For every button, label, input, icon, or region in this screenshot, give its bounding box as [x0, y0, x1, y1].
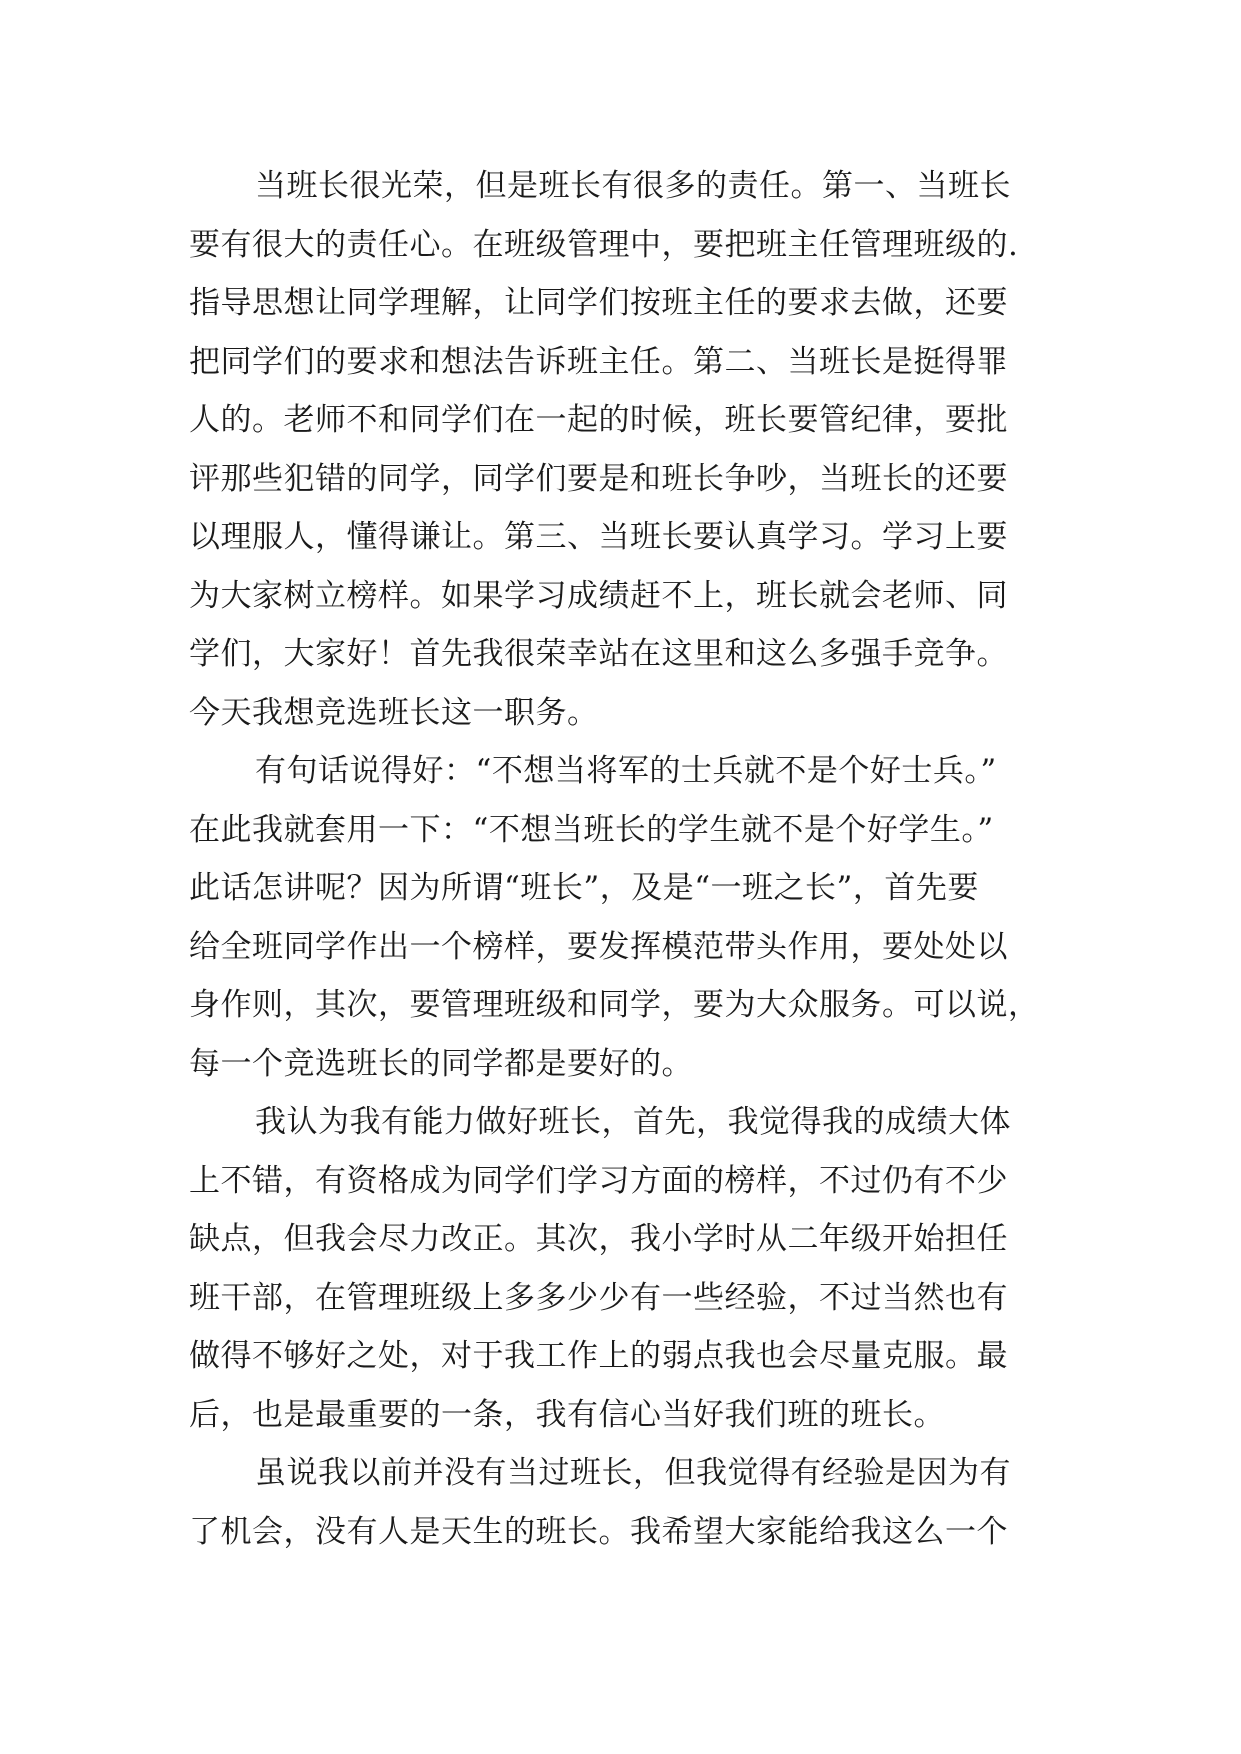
text-line: 我认为我有能力做好班长，首先，我觉得我的成绩大体	[255, 1104, 1011, 1140]
text-line: 每一个竞选班长的同学都是要好的。	[189, 1045, 693, 1082]
text-line: 班干部，在管理班级上多多少少有一些经验，不过当然也有	[189, 1279, 1008, 1316]
text-line: 以理服人，懂得谦让。第三、当班长要认真学习。学习上要	[189, 519, 1008, 555]
text-line: 学们，大家好！首先我很荣幸站在这里和这么多强手竞争。	[189, 636, 1008, 672]
text-line: 人的。老师不和同学们在一起的时候，班长要管纪律，要批	[189, 402, 1008, 438]
text-line: 做得不够好之处，对于我工作上的弱点我也会尽量克服。最	[189, 1338, 1008, 1374]
text-line: 把同学们的要求和想法告诉班主任。第二、当班长是挺得罪	[189, 343, 1008, 380]
text-line: 今天我想竞选班长这一职务。	[189, 694, 599, 731]
text-line: 当班长很光荣，但是班长有很多的责任。第一、当班长	[255, 168, 1011, 204]
text-line: 虽说我以前并没有当过班长，但我觉得有经验是因为有	[255, 1455, 1011, 1491]
text-line: 身作则，其次，要管理班级和同学，要为大众服务。可以说，	[189, 987, 1040, 1023]
text-line: 指导思想让同学理解，让同学们按班主任的要求去做，还要	[189, 285, 1008, 321]
text-line: 此话怎讲呢？因为所谓“班长”，及是“一班之长”，首先要	[189, 870, 979, 906]
text-line: 后，也是最重要的一条，我有信心当好我们班的班长。	[189, 1396, 945, 1433]
text-line: 在此我就套用一下：“不想当班长的学生就不是个好学生。”	[189, 811, 994, 848]
text-line: 为大家树立榜样。如果学习成绩赶不上，班长就会老师、同	[189, 577, 1008, 614]
text-line: 评那些犯错的同学，同学们要是和班长争吵，当班长的还要	[189, 460, 1008, 497]
text-line: 上不错，有资格成为同学们学习方面的榜样，不过仍有不少	[189, 1162, 1008, 1199]
text-line: 要有很大的责任心。在班级管理中，要把班主任管理班级的.	[189, 226, 1019, 263]
body-text	[189, 157, 1069, 1561]
text-line: 给全班同学作出一个榜样，要发挥模范带头作用，要处处以	[189, 928, 1008, 965]
text-line: 缺点，但我会尽力改正。其次，我小学时从二年级开始担任	[189, 1221, 1008, 1257]
text-line: 了机会，没有人是天生的班长。我希望大家能给我这么一个	[189, 1513, 1008, 1550]
text-line: 有句话说得好：“不想当将军的士兵就不是个好士兵。”	[255, 753, 997, 789]
